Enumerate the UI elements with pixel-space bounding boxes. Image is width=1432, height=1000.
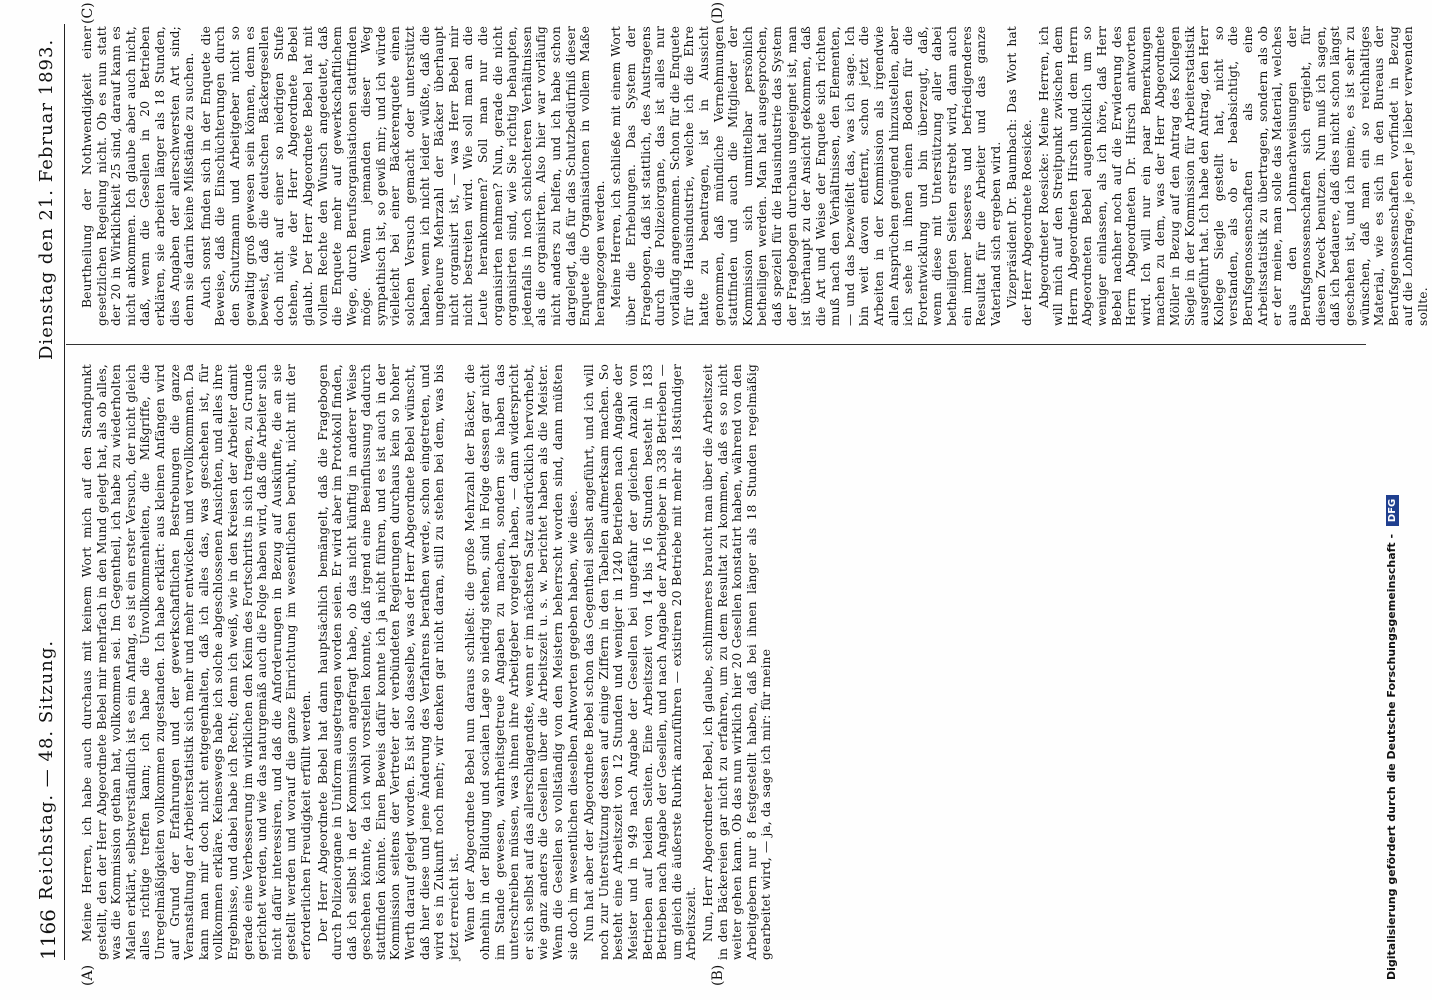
margin-mark-c: (C) bbox=[80, 2, 96, 24]
paragraph: Vizepräsident Dr. Baumbach: Das Wort hat der Herr Abgeordnete Roesicke. bbox=[1005, 26, 1034, 326]
margin-mark-d: (D) bbox=[710, 1, 726, 24]
column-divider bbox=[66, 344, 1366, 345]
dfg-logo: DFG bbox=[1386, 495, 1399, 526]
paragraph: Wenn der Abgeordnete Bebel nun daraus schließt: die große Mehrzahl der Bäcker, die ohnehin in der Bildung und socialen Lage so niedrig stehen, sind in Folge dessen gar nicht im Stande gewesen, wahrheitsgetreue Angaben zu machen, sondern sie haben das unterschreiben müssen, was ihnen ihre Arbeitgeber vorgelegt haben, — dann widerspricht er sich selbst auf das allerschlagendste, wenn er im nächsten Satz ausdrücklich hervorhebt, wie ganz anders die Gesellen über die Arbeitszeit u. s. w. berichtet haben als die Meister. Wenn die Gesellen so vollständig von den Meistern beherrscht worden sind, dann müßten sie doch im wesentlichen dieselben Antworten gegeben haben, wie diese. bbox=[463, 364, 580, 960]
paragraph: Der Herr Abgeordnete Bebel hat dann hauptsächlich bemängelt, daß die Fragebogen durch Polizeiorgane in Uniform ausgetragen worden seien. Er wird aber im Protokoll finden, daß ich selbst in der Kommission angefragt habe, ob das nicht künftig in anderer Weise geschehen könnte, da ich wohl vorstellen konnte, daß irgend eine Beeinflussung dadurch stattfinden könnte. Einen Beweis dafür konnte ich ja nicht führen, und es ist auch in der Kommission seitens der Vertreter der verbündeten Regierungen durchaus kein so hoher Werth darauf gelegt worden. Es ist also dasselbe, was der Herr Abgeordnete Bebel wünscht, daß hier diese und jene Änderung des Verfahrens berathen werde, schon eingetreten, und wird es in Zukunft noch mehr; wir denken gar nicht daran, still zu stehen bei dem, was bis jetzt erreicht ist. bbox=[315, 364, 461, 960]
paragraph: Nun hat aber der Abgeordnete Bebel schon das Gegentheil selbst angeführt, und ich will noch zur Unterstützung dessen auf einige Ziffern in den Tabellen aufmerksam machen. So besteht eine Arbeitszeit von 12 Stunden und weniger in 1240 Betrieben nach Angabe der Meister und in 949 nach Angabe der Gesellen bei ungefähr der gleichen Anzahl von Betrieben auf beiden Seiten. Eine Arbeitszeit von 14 bis 16 Stunden besteht in 183 Betrieben nach Angabe der Gesellen, und nach Angabe der Arbeitgeber in 338 Betrieben — um gleich die äußerste Rubrik anzuführen — existiren 20 Betriebe mit mehr als 18stündiger Arbeitszeit. bbox=[582, 364, 699, 960]
paragraph: Meine Herren, ich schließe mit einem Wort über die Erhebungen. Das System der Fragebogen, daß ist stattlich, des Austragens durch die Polizeiorgane, das ist alles nur vorläufig angenommen. Schon für die Enquete für die Hausindustrie, welche ich die Ehre hatte zu beantragen, ist in Aussicht genommen, daß mündliche Vernehmungen stattfinden und auch die Mitglieder der Kommission sich unmittelbar persönlich betheiligen werden. Man hat ausgesprochen, daß speziell für die Hausindustrie das System der Fragebogen durchaus ungeeignet ist, man ist überhaupt zu der Ansicht gekommen, daß die Art und Weise der Enquete sich richten muß nach den Verhältnissen, den Elementen, — und das bezweifelt das, was ich sage. Ich bin weit davon entfernt, schon jetzt die Arbeiten in der Kommission als irgendwie allen Ansprüchen genügend hinzustellen, aber ich sehe in ihnen einen Boden für die Fortentwicklung und bin überzeugt, daß, wenn diese mit Unterstützung aller dabei betheiligten Seiten erstrebt wird, dann auch ein immer besseres und befriedigenderes Resultat für die Arbeiter und das ganze Vaterland sich ergeben wird. bbox=[609, 26, 1003, 326]
right-text-column bbox=[80, 26, 1432, 326]
header-date: Dienstag den 21. Februar 1893. bbox=[36, 38, 57, 360]
margin-mark-a: (A) bbox=[80, 964, 96, 986]
page-header bbox=[30, 24, 65, 960]
paragraph: Nun, Herr Abgeordneter Bebel, ich glaube, schlimmeres braucht man über die Arbeitszeit in den Bäckereien gar nicht zu erfahren, um zu dem Resultat zu kommen, daß es so nicht weiter gehen kann. Ob das nun wirklich hier 20 Gesellen konstatirt haben, während von den Arbeitgebern nur 8 festgestellt haben, daß bei ihnen länger als 18 Stunden regelmäßig gearbeitet wird, — ja, da sage ich mir: für meine bbox=[700, 364, 774, 960]
page-number: 1166 bbox=[36, 909, 60, 960]
paragraph: Meine Herren, ich habe auch durchaus mit keinem Wort mich auf den Standpunkt gestellt, den der Herr Abgeordnete Bebel mir mehrfach in den Mund gelegt hat, als ob alles, was die Kommission gethan hat, vollkommen sei. Im Gegentheil, ich habe zu wiederholten Malen erklärt, selbstverständlich ist es ein Anfang, es ist ein erster Versuch, der nicht gleich alles richtige treffen kann; ich habe die Unvollkommenheiten, die Mißgriffe, die Unregelmäßigkeiten vollkommen zugestanden. Ich habe erklärt: aus kleinen Anfängen wird auf Grund der Erfahrungen und der gewerkschaftlichen Bestrebungen die ganze Veranstaltung der Arbeiterstatistik sich mehr und mehr entwickeln und vervollkommnen. Da kann man mir doch nicht entgegenhalten, daß ich alles das, was geschehen ist, für vollkommen erkläre. Keineswegs habe ich solche abgeschlossenen Ansichten, und alles ihre Ergebnisse, und dabei habe ich Recht; denn ich weiß, wie in den Kreisen der Arbeiter damit gerade eine Verbesserung im wirklichen den Keim des Fortschritts in sich tragen, zu Grunde gerichtet werden, und wie das naturgemäß auch die Folge haben wird, daß die Arbeiter sich nicht dafür interessiren, und daß die Anforderungen in Bezug auf Auskünfte, die an sie gestellt werden und worauf die ganze Einrichtung im wesentlichen beruht, nicht mit der erforderlichen Freudigkeit erfüllt werden. bbox=[80, 364, 313, 960]
paragraph: Auch sonst finden sich in der Enquete die Beweise, daß die Einschüchterungen durch den Schutzmann und Arbeitgeber nicht so gewaltig groß gewesen sein können, denn es beweist, daß die deutschen Bäckergesellen doch nicht auf einer so niedrigen Stufe stehen, wie der Herr Abgeordnete Bebel glaubt. Der Herr Abgeordnete Bebel hat mit vollem Rechte den Wunsch angedeutet, daß die Enquete mehr auf gewerkschaftlichem Wege, durch Berufsorganisationen stattfinden möge. Wenn jemanden dieser Weg sympathisch ist, so gewiß mir; und ich würde vielleicht bei einer Bäckerenquete einen solchen Versuch gemacht oder unterstützt haben, wenn ich nicht leider wüßte, daß die ungeheure Mehrzahl der Bäcker überhaupt nicht organisirt ist, — was Herr Bebel mir nicht bestreiten wird. Wie soll man an die Leute herankommen? Soll man nur die organisirten nehmen? Nun, gerade die nicht organisirten sind, wie Sie richtig behaupten, jedenfalls in noch schlechteren Verhältnissen als die organisirten. Also hier war vorläufig nicht anders zu helfen, und ich habe schon dargelegt, daß für das Schutzbedürfniß dieser Enquete die Organisationen in vollem Maße herangezogen werden. bbox=[198, 26, 607, 326]
header-parliament-session: Reichstag. — 48. Sitzung. bbox=[36, 639, 57, 900]
left-text-column bbox=[80, 364, 776, 960]
credit-text: Digitalisierung gefördert durch die Deutsche Forschungsgemeinschaft - bbox=[1385, 533, 1398, 980]
digitization-credit bbox=[1385, 495, 1399, 980]
paragraph: Beurtheilung der Nothwendigkeit einer gesetzlichen Regelung nicht. Ob es nun statt der 20 in Wirklichkeit 25 sind, darauf kann es nicht ankommen. Ich glaube aber auch nicht, daß, wenn die Gesellen in 20 Betrieben erklären, sie arbeiten länger als 18 Stunden, dies Angaben der allerschwersten Art sind; denn sie darin keine Mißstände zu suchen. bbox=[80, 26, 197, 326]
paragraph: Abgeordneter Roesicke: Meine Herren, ich will mich auf den Streitpunkt zwischen dem Herrn Abgeordneten Hirsch und dem Herrn Abgeordneten Bebel augenblicklich um so weniger einlassen, als ich höre, daß Herr Bebel nachher noch auf die Erwiderung des Herrn Abgeordneten Dr. Hirsch antworten wird. Ich will nur ein paar Bemerkungen machen zu dem, was der Herr Abgeordnete Möller in Bezug auf den Antrag des Kollegen Siegle in der Kommission für Arbeiterstatistik ausgeführt hat. Ich habe den Antrag, den Herr Kollege Siegle gestellt hat, nicht so verstanden, als ob er beabsichtigt, die Berufsgenossenschaften als eine Arbeitsstatistik zu übertragen, sondern als ob er der meine, man solle das Material, welches aus den Lohnnachweisungen der Berufsgenossenschaften sich ergiebt, für diesen Zweck benutzen. Nun muß ich sagen, daß ich bedauere, daß dies nicht schon längst geschehen ist, und ich meine, es ist sehr zu wünschen, daß man ein so reichhaltiges Material, wie es sich in den Bureaus der Berufsgenossenschaften vorfindet in Bezug auf die Lohnfrage, je eher je lieber verwenden sollte. bbox=[1036, 26, 1431, 326]
margin-mark-b: (B) bbox=[710, 964, 726, 986]
